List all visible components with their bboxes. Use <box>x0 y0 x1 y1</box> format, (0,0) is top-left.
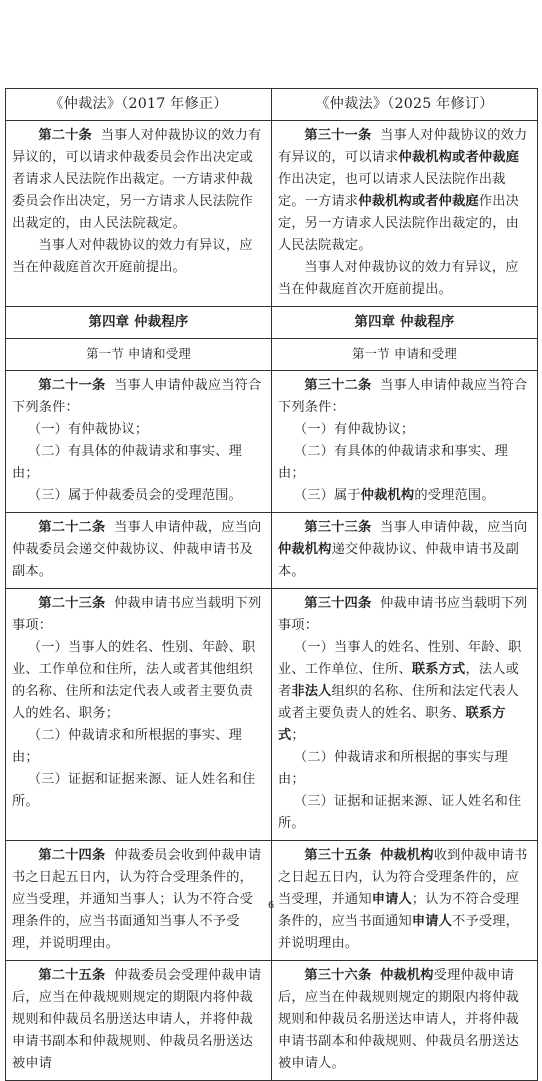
article-number: 第三十一条 <box>304 128 372 143</box>
header-2017: 《仲裁法》（2017 年修正） <box>6 89 272 121</box>
cell-art21 <box>6 371 272 513</box>
article-text: ，法人或者 <box>278 662 519 699</box>
list-item: （三）证据和证据来源、证人姓名和住所。 <box>278 794 522 831</box>
article-number: 第二十三条 <box>38 596 106 611</box>
cell-art31 <box>272 121 538 307</box>
list-item: （二）有具体的仲裁请求和事实、理由； <box>278 444 509 481</box>
article-number: 第二十一条 <box>38 378 106 393</box>
article-text: 仲裁申请书应当载明下列事项： <box>12 596 262 633</box>
list-item <box>278 637 531 747</box>
article-text: 当事人对仲裁协议的效力有异议，应当在仲裁庭首次开庭前提出。 <box>12 238 253 275</box>
article-text: 当事人申请仲裁，应当向 <box>380 520 528 535</box>
amended-text: 联系方式 <box>278 706 506 743</box>
cell-art32 <box>272 371 538 513</box>
article-number: 第三十三条 <box>304 520 372 535</box>
article-text: 受理仲裁申请后，应当在仲裁规则规定的期限内将仲裁规则和仲裁员名册送达申请人，并将仲裁申请书副本和仲裁规则、仲裁员名册送达被申请人。 <box>278 968 519 1071</box>
section-heading-left: 第一节 申请和受理 <box>6 339 272 371</box>
chapter-heading-right: 第四章 仲裁程序 <box>272 307 538 339</box>
section-heading-right: 第一节 申请和受理 <box>272 339 538 371</box>
section-row <box>6 339 538 371</box>
list-item: （三）属于仲裁委员会的受理范围。 <box>27 488 243 503</box>
article-number: 第二十条 <box>38 128 92 143</box>
table-row <box>6 513 538 589</box>
article-text: 仲裁委员会受理仲裁申请后，应当在仲裁规则规定的期限内将仲裁规则和仲裁员名册送达申请人，并将仲裁申请书副本和仲裁规则、仲裁员名册送达被申请 <box>12 968 262 1071</box>
article-number: 第二十五条 <box>38 968 106 983</box>
cell-art36 <box>272 961 538 1081</box>
article-text: 不予受理，并说明理由。 <box>278 914 519 951</box>
list-item: （一）当事人的姓名、性别、年龄、职业、工作单位和住所，法人或者其他组织的名称、住所和法定代表人或者主要负责人的姓名、职务； <box>12 640 256 721</box>
amended-text: 仲裁机构 <box>380 848 434 863</box>
article-text: 仲裁申请书应当载明下列事项： <box>278 596 528 633</box>
amended-text: 仲裁机构 <box>380 968 434 983</box>
article-number: 第三十四条 <box>304 596 372 611</box>
article-text: 当事人申请仲裁，应当向仲裁委员会递交仲裁协议、仲裁申请书及副本。 <box>12 520 262 579</box>
table-row <box>6 371 538 513</box>
article-text: 当事人申请仲裁应当符合下列条件： <box>278 378 528 415</box>
article-text: 作出决定，另一方请求人民法院作出裁定的，由人民法院裁定。 <box>278 194 519 253</box>
amended-text: 仲裁机构 <box>360 488 415 503</box>
cell-art34 <box>272 589 538 841</box>
amended-text: 非法人 <box>291 684 332 699</box>
article-text: 组织的名称、住所和法定代表人或者主要负责人的姓名、职务、 <box>278 684 519 721</box>
amended-text: 申请人 <box>411 914 453 929</box>
list-item: （二）有具体的仲裁请求和事实、理由； <box>12 444 243 481</box>
header-2025: 《仲裁法》（2025 年修订） <box>272 89 538 121</box>
article-number: 第三十五条 <box>304 848 372 863</box>
article-text: 递交仲裁协议、仲裁申请书及副本。 <box>278 542 519 579</box>
article-text: 的受理范围。 <box>414 488 495 503</box>
article-text: 当事人申请仲裁应当符合下列条件： <box>12 378 262 415</box>
article-text: （一）当事人的姓名、性别、年龄、职业、工作单位、住所、 <box>278 640 522 677</box>
article-text: 作出决定，也可以请求人民法院作出裁定。一方请求 <box>278 172 506 209</box>
list-item: （三）证据和证据来源、证人姓名和住所。 <box>12 772 256 809</box>
article-number: 第三十二条 <box>304 378 372 393</box>
article-text: 当事人对仲裁协议的效力有异议的，可以请求 <box>278 128 528 165</box>
table-row <box>6 121 538 307</box>
cell-art22 <box>6 513 272 589</box>
article-number: 第二十四条 <box>38 848 106 863</box>
cell-art25 <box>6 961 272 1081</box>
law-comparison-table <box>5 88 538 1081</box>
article-text: ；认为不符合受理条件的，应当书面通知 <box>278 892 519 929</box>
article-text: 仲裁委员会收到仲裁申请书之日起五日内，认为符合受理条件的，应当受理，并通知当事人；认为不符合受理条件的，应当书面通知当事人不予受理，并说明理由。 <box>12 848 262 951</box>
amended-text: 申请人 <box>371 892 412 907</box>
article-text: ； <box>291 728 305 743</box>
cell-art33 <box>272 513 538 589</box>
amended-text: 仲裁机构或者仲裁庭 <box>358 194 479 209</box>
cell-art23 <box>6 589 272 841</box>
page-number: 6 <box>267 900 275 911</box>
list-item: （一）有仲裁协议； <box>27 422 149 437</box>
list-item <box>278 485 531 507</box>
chapter-row <box>6 307 538 339</box>
table-header-row <box>6 89 538 121</box>
table-row <box>6 589 538 841</box>
article-text: 当事人对仲裁协议的效力有异议的，可以请求仲裁委员会作出决定或者请求人民法院作出裁定。一方请求仲裁委员会作出决定，另一方请求人民法院作出裁定的，由人民法院裁定。 <box>12 128 262 231</box>
article-number: 第二十二条 <box>38 520 106 535</box>
table-row <box>6 961 538 1081</box>
list-item: （二）仲裁请求和所根据的事实与理由； <box>278 750 509 787</box>
article-text: （三）属于 <box>293 488 361 503</box>
amended-text: 仲裁机构或者仲裁庭 <box>398 150 519 165</box>
article-text: 收到仲裁申请书之日起五日内，认为符合受理条件的，应当受理，并通知 <box>278 848 528 907</box>
amended-text: 联系方式 <box>411 662 466 677</box>
amended-text: 仲裁机构 <box>278 542 332 557</box>
chapter-heading-left: 第四章 仲裁程序 <box>6 307 272 339</box>
list-item: （二）仲裁请求和所根据的事实、理由； <box>12 728 243 765</box>
article-number: 第三十六条 <box>304 968 372 983</box>
article-text: 当事人对仲裁协议的效力有异议，应当在仲裁庭首次开庭前提出。 <box>278 260 519 297</box>
cell-art20 <box>6 121 272 307</box>
list-item: （一）有仲裁协议； <box>293 422 415 437</box>
